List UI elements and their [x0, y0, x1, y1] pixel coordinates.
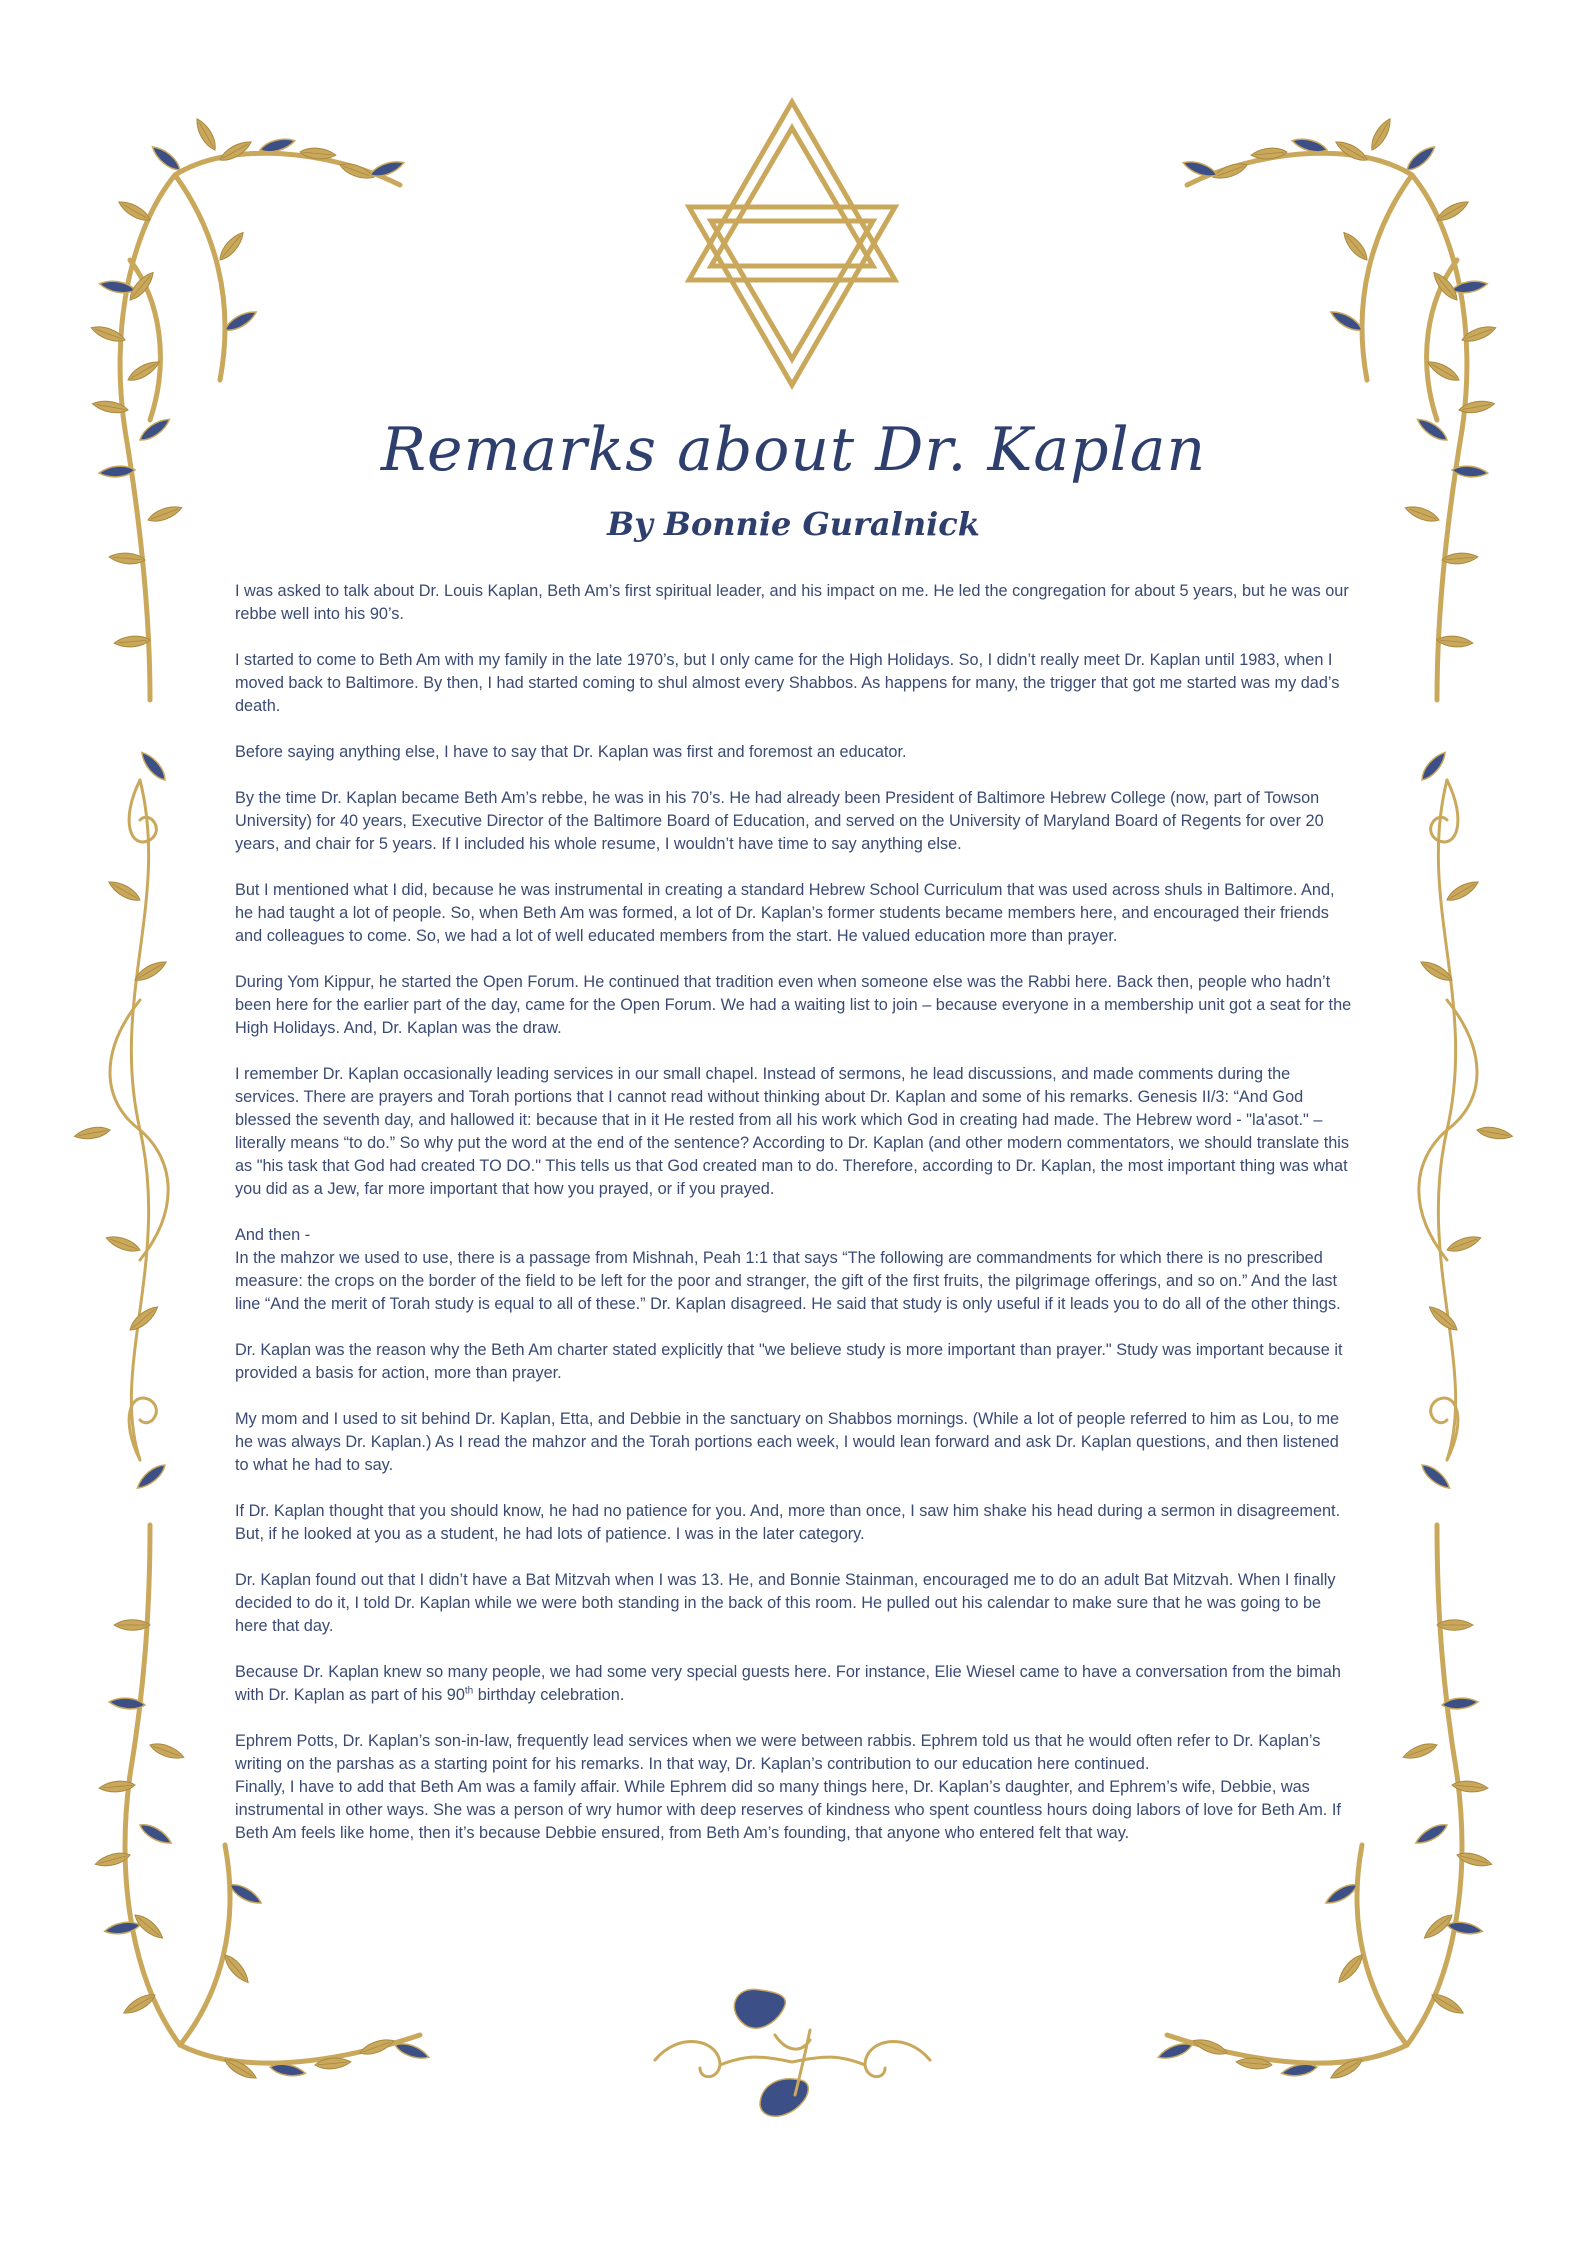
- paragraph-text: Because Dr. Kaplan knew so many people, we had some very special guests here. For instance, Elie Wiesel came to have a conversation from the bimah with Dr. Kaplan as part of his 90: [235, 1663, 1341, 1704]
- paragraph: Dr. Kaplan was the reason why the Beth Am charter stated explicitly that "we believe study is more important than prayer." Study was important because it provided a basis for action, more than prayer.: [235, 1341, 1343, 1382]
- author-byline: By Bonnie Guralnick: [607, 505, 980, 543]
- paragraph: I started to come to Beth Am with my family in the late 1970’s, but I only came for the High Holidays. So, I didn’t really meet Dr. Kaplan until 1983, when I moved back to Baltimore. By then, I had started coming to shul almost every Shabbos. As happens for many, the trigger that got me started was my dad’s death.: [235, 651, 1340, 715]
- star-of-david-icon: [689, 102, 895, 385]
- right-side-vine: [1419, 780, 1477, 1460]
- paragraph: Ephrem Potts, Dr. Kaplan’s son-in-law, frequently lead services when we were between rabbis. Ephrem told us that he would often refer to Dr. Kaplan’s writing on the parshas as a starting point for his remarks. In that way, Dr. Kaplan’s contribution to our education here continued.: [235, 1732, 1321, 1773]
- paragraph: I was asked to talk about Dr. Louis Kaplan, Beth Am’s first spiritual leader, and his impact on me. He led the congregation for about 5 years, but he was our rebbe well into his 90’s.: [235, 582, 1349, 623]
- paragraph: Dr. Kaplan found out that I didn’t have a Bat Mitzvah when I was 13. He, and Bonnie Stainman, encouraged me to do an adult Bat Mitzvah. When I finally decided to do it, I told Dr. Kaplan while we were both standing in the back of this room. He pulled out his calendar to make sure that he was going to be here that day.: [235, 1571, 1336, 1635]
- paragraph: But I mentioned what I did, because he was instrumental in creating a standard Hebrew School Curriculum that was used across shuls in Baltimore. And, he had taught a lot of people. So, when Beth Am was formed, a lot of Dr. Kaplan’s former students became members here, and encouraged their friends and colleagues to come. So, we had a lot of well educated members from the start. He valued education more than prayer.: [235, 881, 1335, 945]
- paragraph-text: birthday celebration.: [473, 1686, 625, 1704]
- paragraph: My mom and I used to sit behind Dr. Kaplan, Etta, and Debbie in the sanctuary on Shabbos mornings. (While a lot of people referred to him as Lou, to me he was always Dr. Kaplan.) As I read the mahzor and the Torah portions each week, I would lean forward and ask Dr. Kaplan questions, and then listened to what he had to say.: [235, 1410, 1340, 1474]
- paragraph: By the time Dr. Kaplan became Beth Am’s rebbe, he was in his 70’s. He had already been President of Baltimore Hebrew College (now, part of Towson University) for 40 years, Executive Director of the Baltimore Board of Education, and served on the University of Maryland Board of Regents for over 20 years, and chair for 5 years. If I included his whole resume, I wouldn’t have time to say anything else.: [235, 789, 1324, 853]
- paragraph: Finally, I have to add that Beth Am was a family affair. While Ephrem did so many things here, Dr. Kaplan’s daughter, and Ephrem’s wife, Debbie, was instrumental in other ways. She was a person of wry humor with deep reserves of kindness who spent countless hours doing labors of love for Beth Am. If Beth Am feels like home, then it’s because Debbie ensured, from Beth Am’s founding, that anyone who entered felt that way.: [235, 1778, 1341, 1842]
- paragraph: And then -: [235, 1226, 311, 1244]
- paragraph: If Dr. Kaplan thought that you should know, he had no patience for you. And, more than once, I saw him shake his head during a sermon in disagreement. But, if he looked at you as a student, he had lots of patience. I was in the later category.: [235, 1502, 1341, 1543]
- remarks-body: [235, 580, 1353, 1845]
- page-title: Remarks about Dr. Kaplan: [380, 415, 1207, 485]
- paragraph: I remember Dr. Kaplan occasionally leading services in our small chapel. Instead of sermons, he lead discussions, and made comments during the services. There are prayers and Torah portions that I cannot read without thinking about Dr. Kaplan and some of his remarks. Genesis II/3: “And God blessed the seventh day, and hallowed it: because that in it He rested from all his work which God in creating had made. The Hebrew word - "la'asot." – literally means “to do.” So why put the word at the end of the sentence? According to Dr. Kaplan (and other modern commentators, we should translate this as "his task that God had created TO DO." This tells us that God created man to do. Therefore, according to Dr. Kaplan, the most important thing was what you did as a Jew, far more important that how you prayed, or if you prayed.: [235, 1065, 1350, 1198]
- left-side-vine: [110, 780, 168, 1460]
- top-left-leaves: [89, 116, 405, 648]
- blue-petal-flourish-icon: [655, 1989, 930, 2116]
- paragraph: In the mahzor we used to use, there is a passage from Mishnah, Peah 1:1 that says “The following are commandments for which there is no prescribed measure: the crops on the border of the field to be left for the poor and stranger, the gift of the first fruits, the pilgrimage offerings, and so on.” And the last line “And the merit of Torah study is equal to all of these.” Dr. Kaplan disagreed. He said that study is only useful if it leads you to do all of the other things.: [235, 1249, 1341, 1313]
- paragraph: During Yom Kippur, he started the Open Forum. He continued that tradition even when someone else was the Rabbi here. Back then, people who hadn’t been here for the earlier part of the day, came for the Open Forum. We had a waiting list to join – because everyone in a membership unit got a seat for the High Holidays. And, Dr. Kaplan was the draw.: [235, 973, 1352, 1037]
- paragraph: Before saying anything else, I have to say that Dr. Kaplan was first and foremost an educator.: [235, 743, 907, 761]
- paragraph: [235, 1661, 1353, 1707]
- ordinal-suffix: th: [464, 1685, 474, 1697]
